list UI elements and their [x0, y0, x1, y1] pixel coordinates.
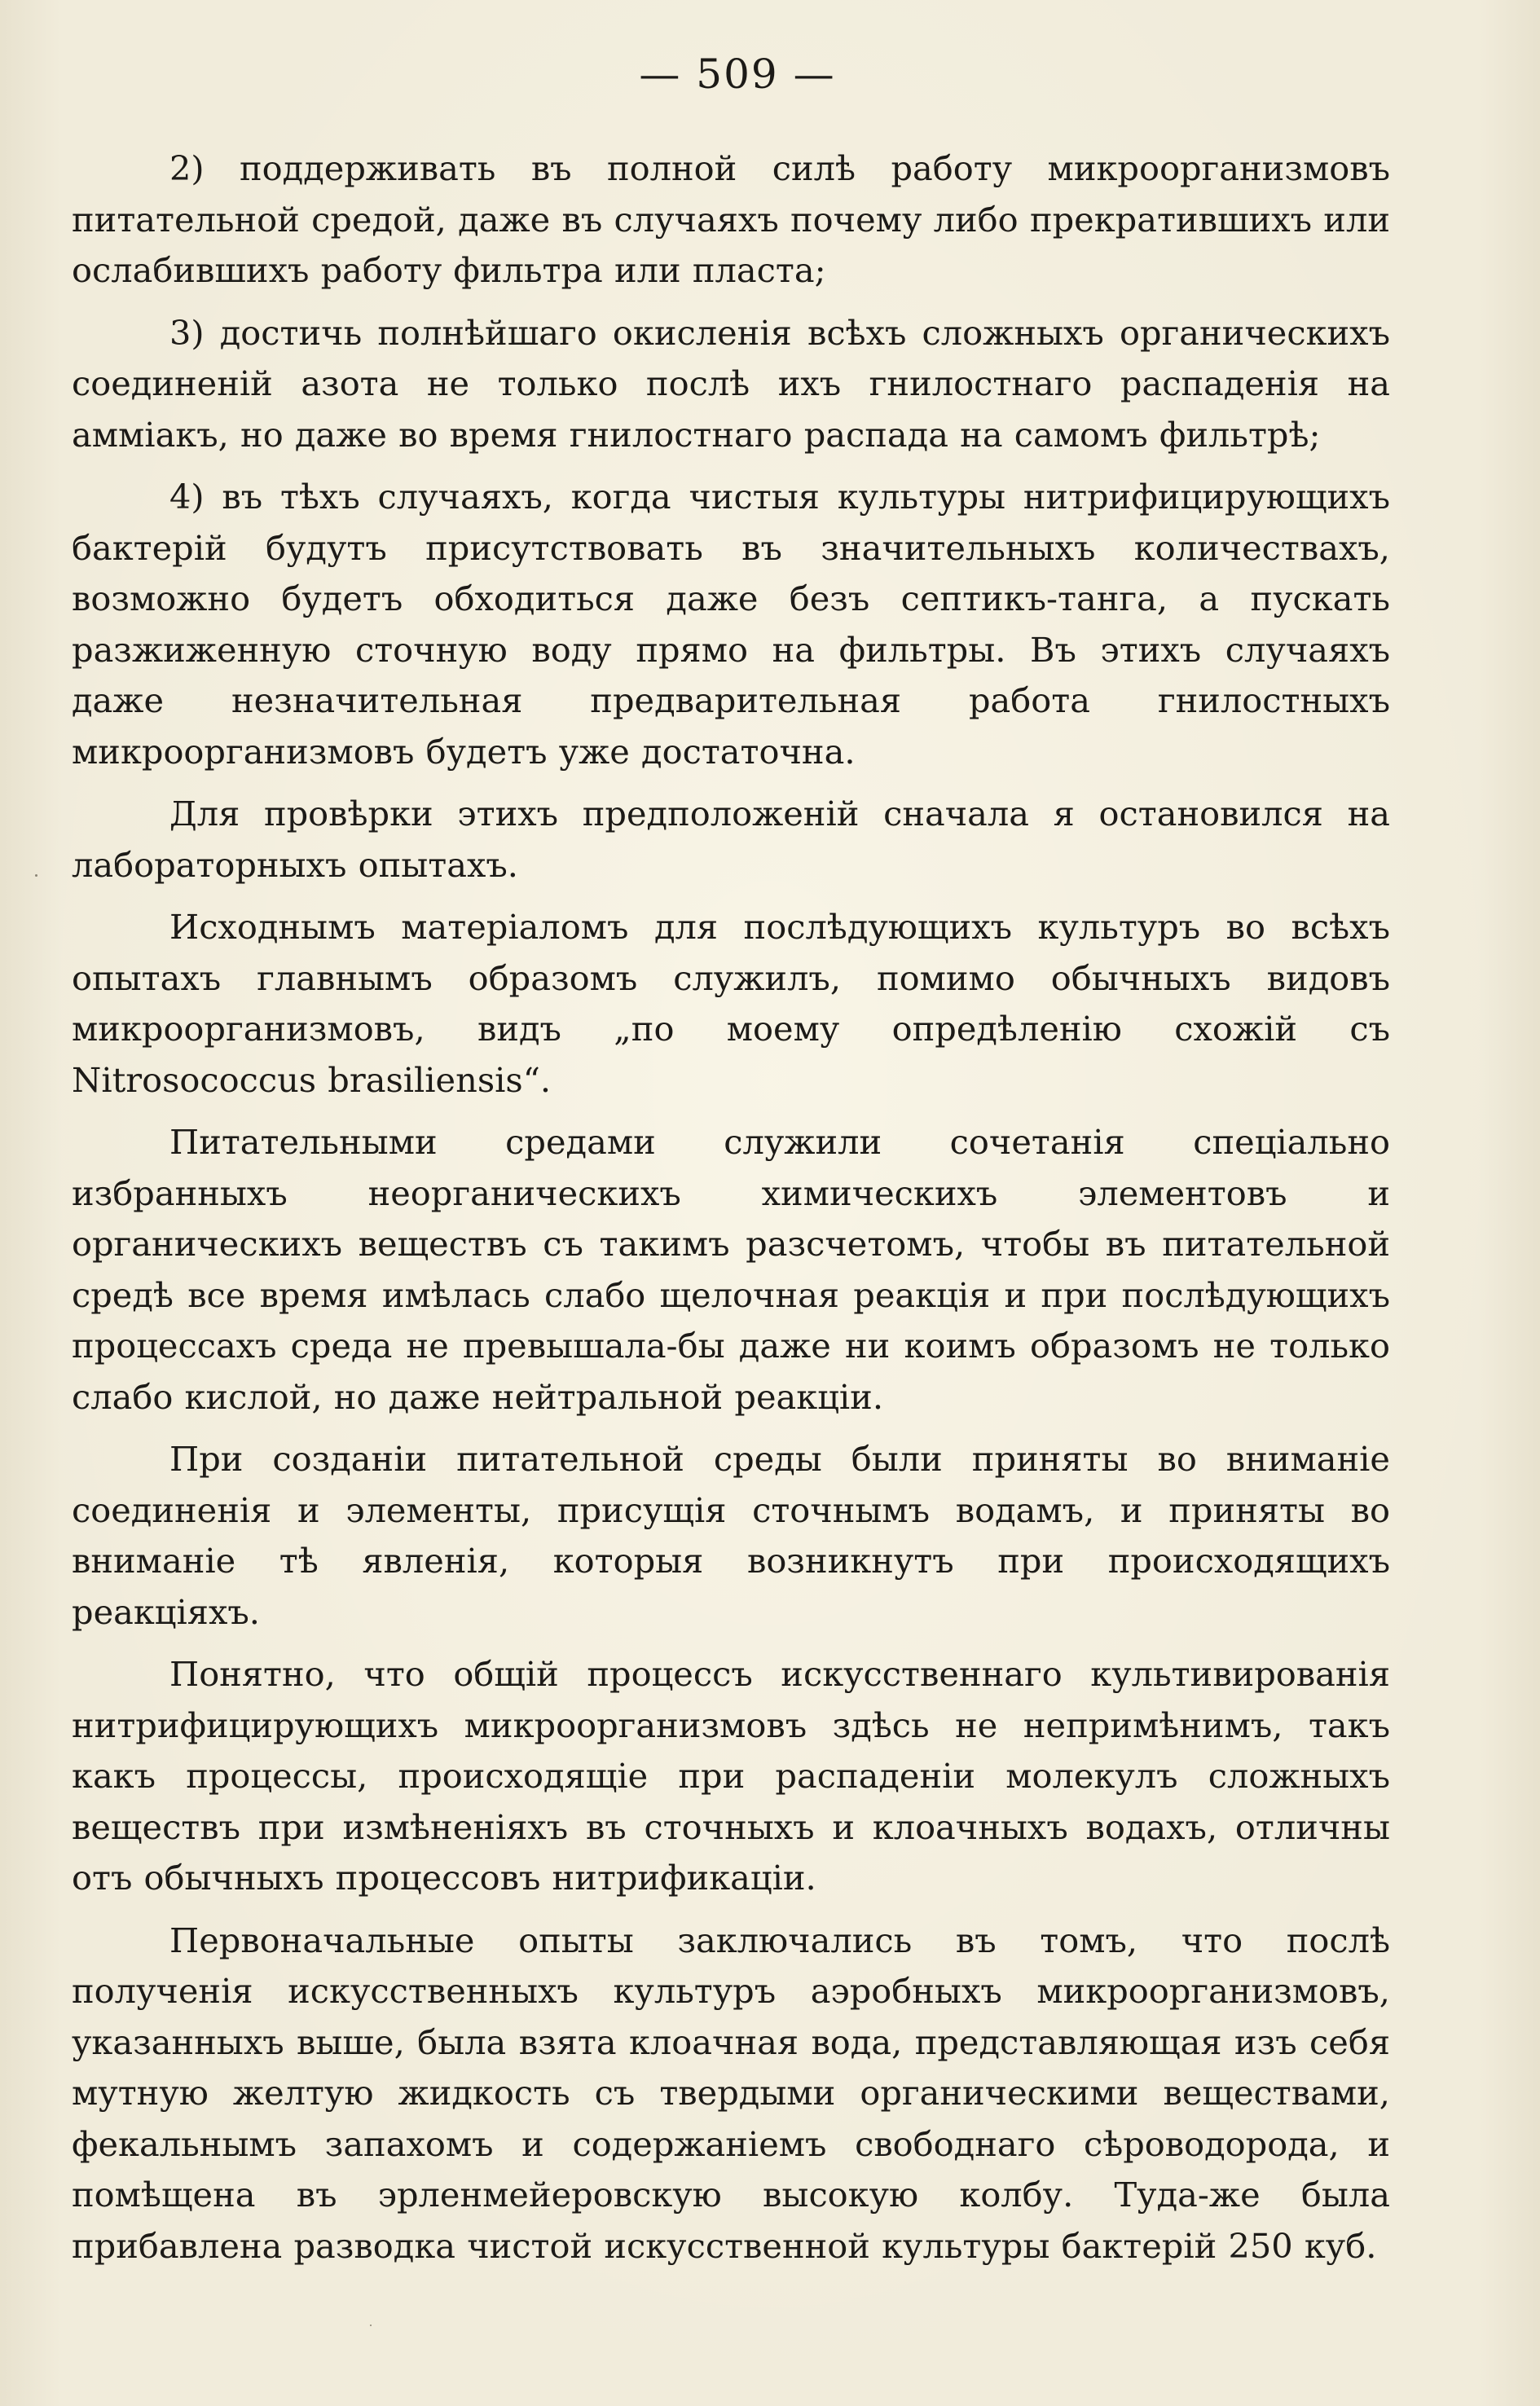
paragraph-item-2: 2) поддерживать въ полной силѣ работу микроорганизмовъ питательной средой, даже въ случаяхъ почему либо прекратившихъ или ослабившихъ работу фильтра или пласта; [72, 148, 1390, 290]
paragraph-item-3: 3) достичь полнѣйшаго окисленія всѣхъ сложныхъ органическихъ соединеній азота не только послѣ ихъ гнилостнаго распаденія на амміакъ, но даже во время гнилостнаго распада на самомъ фильтрѣ; [72, 312, 1390, 455]
page-number: — 509 — [639, 51, 836, 98]
body-text [72, 143, 1390, 2272]
paragraph-initial-experiments: Первоначальные опыты заключались въ томъ, что послѣ полученія искусственныхъ культуръ аэробныхъ микроорганизмовъ, указанныхъ выше, была взята клоачная вода, представляющая изъ себя мутную желтую жидкость съ твердыми органическими веществами, фекальнымъ запахомъ и содержаніемъ свободнаго сѣроводорода, и помѣщена въ эрленмейеровскую высокую колбу. Туда-же была прибавлена разводка чистой искусственной культуры бактерій 250 куб. [72, 1920, 1390, 2266]
paper-speck [370, 2325, 372, 2326]
paragraph-cultivation-process: Понятно, что общій процессъ искусственнаго культивированія нитрифицирующихъ микроорганизмовъ здѣсь не непримѣнимъ, такъ какъ процессы, происходящіе при распаденіи молекулъ сложныхъ веществъ при измѣненіяхъ въ сточныхъ и клоачныхъ водахъ, отличны отъ обычныхъ процессовъ нитрификаціи. [72, 1654, 1390, 1898]
paper-speck [35, 874, 37, 877]
paragraph-source-material: Исходнымъ матеріаломъ для послѣдующихъ культуръ во всѣхъ опытахъ главнымъ образомъ служилъ, помимо обычныхъ видовъ микроорганизмовъ, видъ „по моему опредѣленію схожій съ Nitrosococcus brasiliensis“. [72, 907, 1390, 1100]
paragraph-item-4: 4) въ тѣхъ случаяхъ, когда чистыя культуры нитрифицирующихъ бактерій будутъ присутствовать въ значительныхъ количествахъ, возможно будетъ обходиться даже безъ септикъ-танга, а пускать разжиженную сточную воду прямо на фильтры. Въ этихъ случаяхъ даже незначительная предварительная работа гнилостныхъ микроорганизмовъ будетъ уже достаточна. [72, 477, 1390, 772]
paragraph-nutrient-media: Питательными средами служили сочетанія спеціально избранныхъ неорганическихъ химическихъ элементовъ и органическихъ веществъ съ такимъ разсчетомъ, чтобы въ питательной средѣ все время имѣлась слабо щелочная реакція и при послѣдующихъ процессахъ среда не превышала-бы даже ни коимъ образомъ не только слабо кислой, но даже нейтральной реакціи. [72, 1122, 1390, 1417]
paragraph-lab-experiments: Для провѣрки этихъ предположеній сначала я остановился на лабораторныхъ опытахъ. [72, 794, 1390, 885]
paragraph-media-creation: При созданіи питательной среды были приняты во вниманіе соединенія и элементы, присущія сточнымъ водамъ, и приняты во вниманіе тѣ явленія, которыя возникнутъ при происходящихъ реакціяхъ. [72, 1439, 1390, 1632]
